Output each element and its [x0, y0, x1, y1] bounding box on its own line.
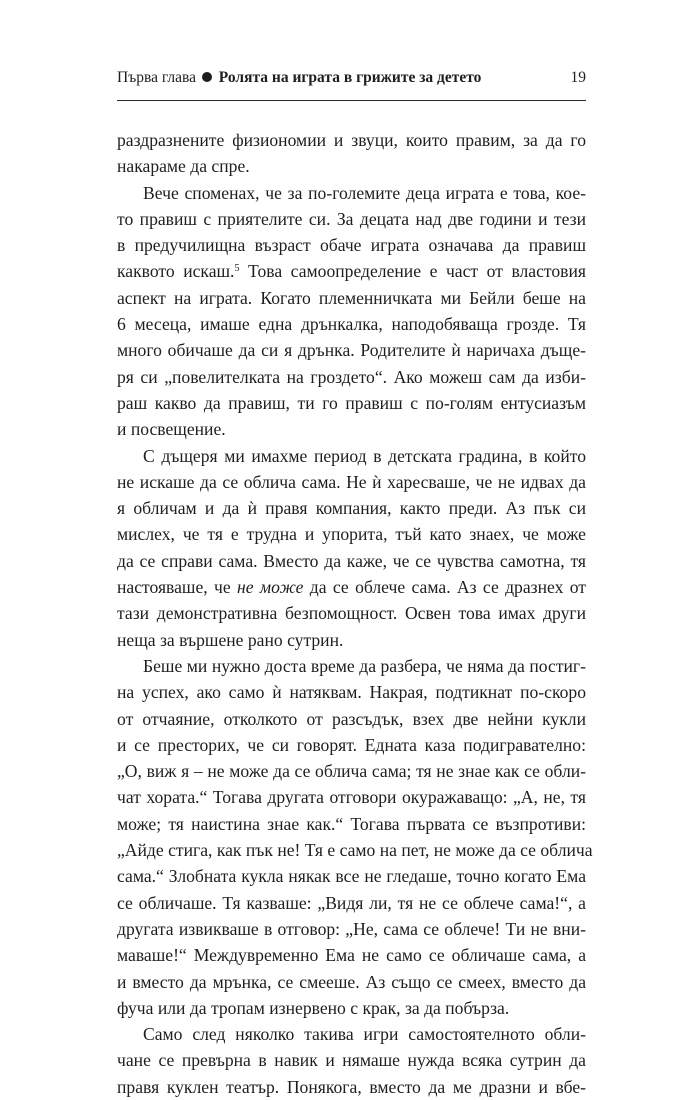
text-line: С дъщеря ми имахме период в детската градина, в който [143, 445, 586, 466]
text-line: сама.“ Злобната кукла някак все не гледаше, точно когато Ема [117, 866, 586, 887]
text-line: то правиш с приятелите си. За децата над две години и тези [117, 208, 586, 229]
text-line: и вместо да мрънка, се смееше. Аз също се смеех, вместо да [117, 971, 586, 992]
text-line: може; тя наистина знае как.“ Тогава първата се възпротиви: [117, 813, 586, 834]
text-line: Вече споменах, че за по-големите деца играта е това, кое- [143, 182, 586, 203]
text-line: 6 месеца, имаше една дрънкалка, наподобяваща грозде. Тя [117, 314, 586, 335]
text-line: маваше!“ Междувременно Ема не само се обличаше сама, а [117, 945, 586, 966]
text-line: много обичаше да си я дрънка. Родителите ѝ наричаха дъще- [117, 340, 586, 361]
text-line [117, 574, 586, 600]
text-line: се обличаше. Тя казваше: „Видя ли, тя не се облече сама!“, а [117, 892, 586, 913]
text-fragment: Това самоопределение е част от властовия [239, 261, 586, 282]
text-line: неща за вършене рано сутрин. [117, 629, 344, 650]
text-line: раш какво да правиш, ти го правиш с по-голям ентусиазъм [117, 392, 586, 413]
text-line: тази демонстративна безпомощност. Освен това имах други [117, 603, 586, 624]
running-head [117, 68, 586, 88]
text-line: накараме да спре. [117, 156, 250, 177]
text-line: не искаше да се облича сама. Не ѝ харесваше, че не идвах да [117, 471, 586, 492]
text-line: и се престорих, че си говорят. Едната каза подигравателно: [117, 734, 586, 755]
text-line: в предучилищна възраст обаче играта означава да правиш [117, 235, 586, 256]
text-line: Само след няколко такива игри самостоятелното обли- [143, 1024, 586, 1045]
page-number: 19 [570, 69, 586, 86]
text-line: другата извикваше в отговор: „Не, сама се облече! Ти не вни- [117, 918, 586, 939]
text-line: ря си „повелителката на гроздето“. Ако можеш сам да изби- [117, 366, 586, 387]
footnote-ref[interactable]: 5 [234, 263, 240, 275]
body-text [117, 127, 593, 1100]
text-line: я обличам и да ѝ правя компания, както преди. Аз пък си [117, 498, 586, 519]
text-line: мислех, че тя е трудна и упорита, тъй като знаех, че може [117, 524, 586, 545]
text-line: „О, виж я – не може да се облича сама; тя не знае как се обли- [117, 761, 586, 782]
text-line: чат хората.“ Тогава другата отговори окуражаващо: „А, не, тя [117, 787, 586, 808]
text-line: на успех, ако само ѝ натяквам. Накрая, подтикнат по-скоро [117, 682, 586, 703]
text-line: да се справи сама. Вместо да каже, че се чувства самотна, тя [117, 550, 586, 571]
running-head-title [117, 68, 481, 88]
bullet-icon [202, 72, 212, 82]
chapter-label: Първа глава [117, 69, 197, 86]
text-line: и посвещение. [117, 419, 226, 440]
text-line: чане се превърна в навик и нямаше нужда всяка сутрин да [117, 1050, 586, 1071]
chapter-title: Ролята на играта в грижите за детето [218, 69, 482, 86]
text-fragment: каквото искаш. [117, 261, 235, 282]
text-line: аспект на играта. Когато племенничката ми Бейли беше на [117, 287, 586, 308]
text-line: фуча или да тропам изнервено с крак, за да побърза. [117, 997, 510, 1018]
text-fragment: настояваше, че [117, 577, 238, 598]
header-rule [117, 100, 586, 101]
text-line: от отчаяние, отколкото от разсъдък, взех две нейни кукли [117, 708, 586, 729]
text-line [117, 258, 586, 284]
text-line: раздразнените физиономии и звуци, които правим, за да го [117, 130, 586, 150]
text-line: правя куклен театър. Понякога, вместо да ме дразни и вбе- [117, 1076, 586, 1097]
text-fragment: да се облече сама. Аз се дразнех от [303, 577, 586, 598]
text-line: Беше ми нужно доста време да разбера, че няма да постиг- [143, 655, 586, 676]
text-line: „Айде стига, как пък не! Тя е само на пет, не може да се облича [117, 840, 593, 861]
emphasis: не може [237, 577, 304, 598]
